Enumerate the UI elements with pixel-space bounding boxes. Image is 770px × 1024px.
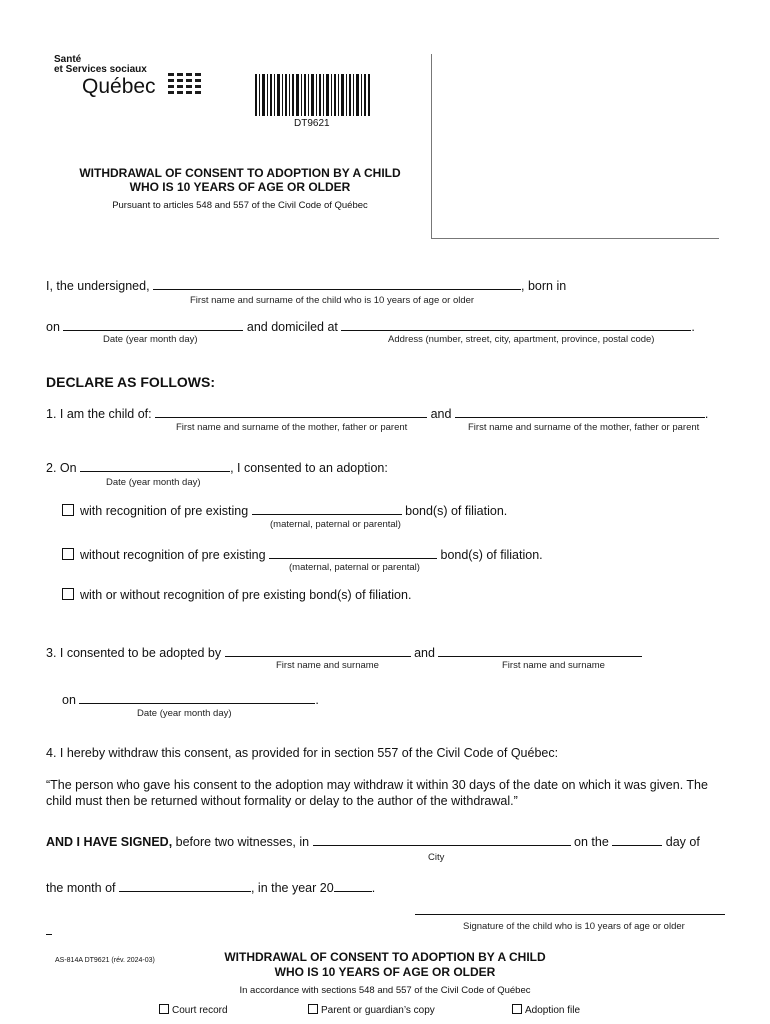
month-row: the month of , in the year 20 . xyxy=(46,881,376,895)
address-field[interactable] xyxy=(341,319,691,331)
parent-guardian-checkbox[interactable] xyxy=(308,1004,318,1014)
logo-line2: et Services sociaux xyxy=(54,64,147,75)
adoption-file-checkbox[interactable] xyxy=(512,1004,522,1014)
signature-caption: Signature of the child who is 10 years of age or older xyxy=(463,921,685,932)
option2-post: bond(s) of filiation. xyxy=(440,548,543,562)
footer-title-line1: WITHDRAWAL OF CONSENT TO ADOPTION BY A CHILD xyxy=(224,950,546,964)
form-subtitle: Pursuant to articles 548 and 557 of the Civil Code of Québec xyxy=(112,200,368,211)
item3-on: on xyxy=(62,693,76,707)
item2-row xyxy=(46,460,388,475)
fleur-de-lis-icon xyxy=(186,85,201,94)
adoption-file-label: Adoption file xyxy=(525,1005,581,1016)
form-title-line2: WHO IS 10 YEARS OF AGE OR OLDER xyxy=(129,180,351,194)
month-label: the month of xyxy=(46,881,116,895)
item3-date-caption: Date (year month day) xyxy=(137,708,232,719)
item3-and: and xyxy=(414,646,435,660)
undersigned-row xyxy=(46,278,566,293)
born-in-label: , born in xyxy=(521,279,567,293)
child-name-caption: First name and surname of the child who is 10 years of age or older xyxy=(190,295,475,306)
on-label: on xyxy=(46,320,60,334)
item2-consented: , I consented to an adoption: xyxy=(230,461,388,475)
court-record-label: Court record xyxy=(172,1005,228,1016)
fleur-de-lis-icon xyxy=(168,85,183,94)
left-signature-mark xyxy=(46,934,52,935)
option1-row xyxy=(62,503,507,518)
domiciled-label: and domiciled at xyxy=(246,320,338,334)
child-name-field[interactable] xyxy=(153,278,521,290)
fleur-de-lis-icon xyxy=(186,73,201,82)
footer-title-line2: WHO IS 10 YEARS OF AGE OR OLDER xyxy=(274,965,496,979)
copy-court-record xyxy=(159,1004,228,1016)
city-field[interactable] xyxy=(313,834,571,846)
day-of-label: day of xyxy=(665,835,700,849)
domicile-row: on and domiciled at . xyxy=(46,320,695,334)
court-record-checkbox[interactable] xyxy=(159,1004,169,1014)
year-label: , in the year 20 xyxy=(250,881,334,895)
item1-row: 1. I am the child of: and . xyxy=(46,407,709,421)
adopter2-caption: First name and surname xyxy=(502,660,605,671)
item2-text: 2. On xyxy=(46,461,77,475)
barcode xyxy=(255,74,370,116)
logo-line1: Santé xyxy=(54,54,82,65)
option2-bond-field[interactable] xyxy=(269,547,437,559)
consent-date-caption: Date (year month day) xyxy=(106,477,201,488)
option1-caption: (maternal, paternal or parental) xyxy=(270,519,401,530)
option1-post: bond(s) of filiation. xyxy=(405,504,508,518)
parent2-name-field[interactable] xyxy=(455,406,705,418)
option3-checkbox[interactable] xyxy=(62,588,74,600)
item1-text: 1. I am the child of: xyxy=(46,407,152,421)
fleur-de-lis-icon xyxy=(168,73,183,82)
day-field[interactable] xyxy=(612,834,662,846)
item1-and: and xyxy=(430,407,452,421)
year-field[interactable] xyxy=(334,880,372,892)
address-caption: Address (number, street, city, apartment, province, postal code) xyxy=(388,334,655,345)
adopter1-name-field[interactable] xyxy=(225,645,411,657)
form-code: AS-814A DT9621 (rév. 2024-03) xyxy=(55,957,155,964)
item3-date-row: on . xyxy=(62,693,319,707)
footer-subtitle: In accordance with sections 548 and 557 of the Civil Code of Québec xyxy=(239,985,531,996)
registry-stamp-box xyxy=(431,54,719,239)
option3-row xyxy=(62,588,411,602)
copy-adoption-file xyxy=(512,1004,580,1016)
form-title-line1: WITHDRAWAL OF CONSENT TO ADOPTION BY A CHILD xyxy=(79,166,401,180)
birth-date-field[interactable] xyxy=(63,319,243,331)
declare-heading: DECLARE AS FOLLOWS: xyxy=(46,374,216,390)
signed-bold: AND I HAVE SIGNED, xyxy=(46,835,173,849)
option1-checkbox[interactable] xyxy=(62,504,74,516)
option2-caption: (maternal, paternal or parental) xyxy=(289,562,420,573)
option1-pre: with recognition of pre existing xyxy=(80,504,249,518)
item3-text: 3. I consented to be adopted by xyxy=(46,646,222,660)
parent2-caption: First name and surname of the mother, father or parent xyxy=(468,422,700,433)
signature-line[interactable] xyxy=(415,914,725,915)
item4-text: 4. I hereby withdraw this consent, as provided for in section 557 of the Civil Code of Québec: xyxy=(46,746,559,760)
city-caption: City xyxy=(428,852,445,863)
signed-row xyxy=(46,834,700,849)
undersigned-label: I, the undersigned, xyxy=(46,279,150,293)
month-field[interactable] xyxy=(119,880,251,892)
item3-row xyxy=(46,645,642,660)
option3-text: with or without recognition of pre existing bond(s) of filiation. xyxy=(80,588,412,602)
consent-date-field[interactable] xyxy=(80,460,230,472)
parent1-caption: First name and surname of the mother, father or parent xyxy=(176,422,408,433)
adoption-consent-date-field[interactable] xyxy=(79,692,315,704)
on-the-label: on the xyxy=(574,835,609,849)
quote-line2: child must then be returned without formality or delay to the author of the withdrawal.” xyxy=(46,794,518,808)
option1-bond-field[interactable] xyxy=(252,503,402,515)
option2-pre: without recognition of pre existing xyxy=(80,548,266,562)
barcode-label: DT9621 xyxy=(294,118,330,129)
option2-row xyxy=(62,547,543,562)
birth-date-caption: Date (year month day) xyxy=(103,334,198,345)
option2-checkbox[interactable] xyxy=(62,548,74,560)
parent-guardian-label: Parent or guardian’s copy xyxy=(321,1005,435,1016)
adopter1-caption: First name and surname xyxy=(276,660,379,671)
parent1-name-field[interactable] xyxy=(155,406,427,418)
quote-line1: “The person who gave his consent to the adoption may withdraw it within 30 days of the date on which it was given. The xyxy=(46,778,708,792)
copy-parent-guardian xyxy=(308,1004,435,1016)
logo-line3: Québec xyxy=(82,75,156,98)
adopter2-name-field[interactable] xyxy=(438,645,642,657)
signed-rest: before two witnesses, in xyxy=(175,835,310,849)
